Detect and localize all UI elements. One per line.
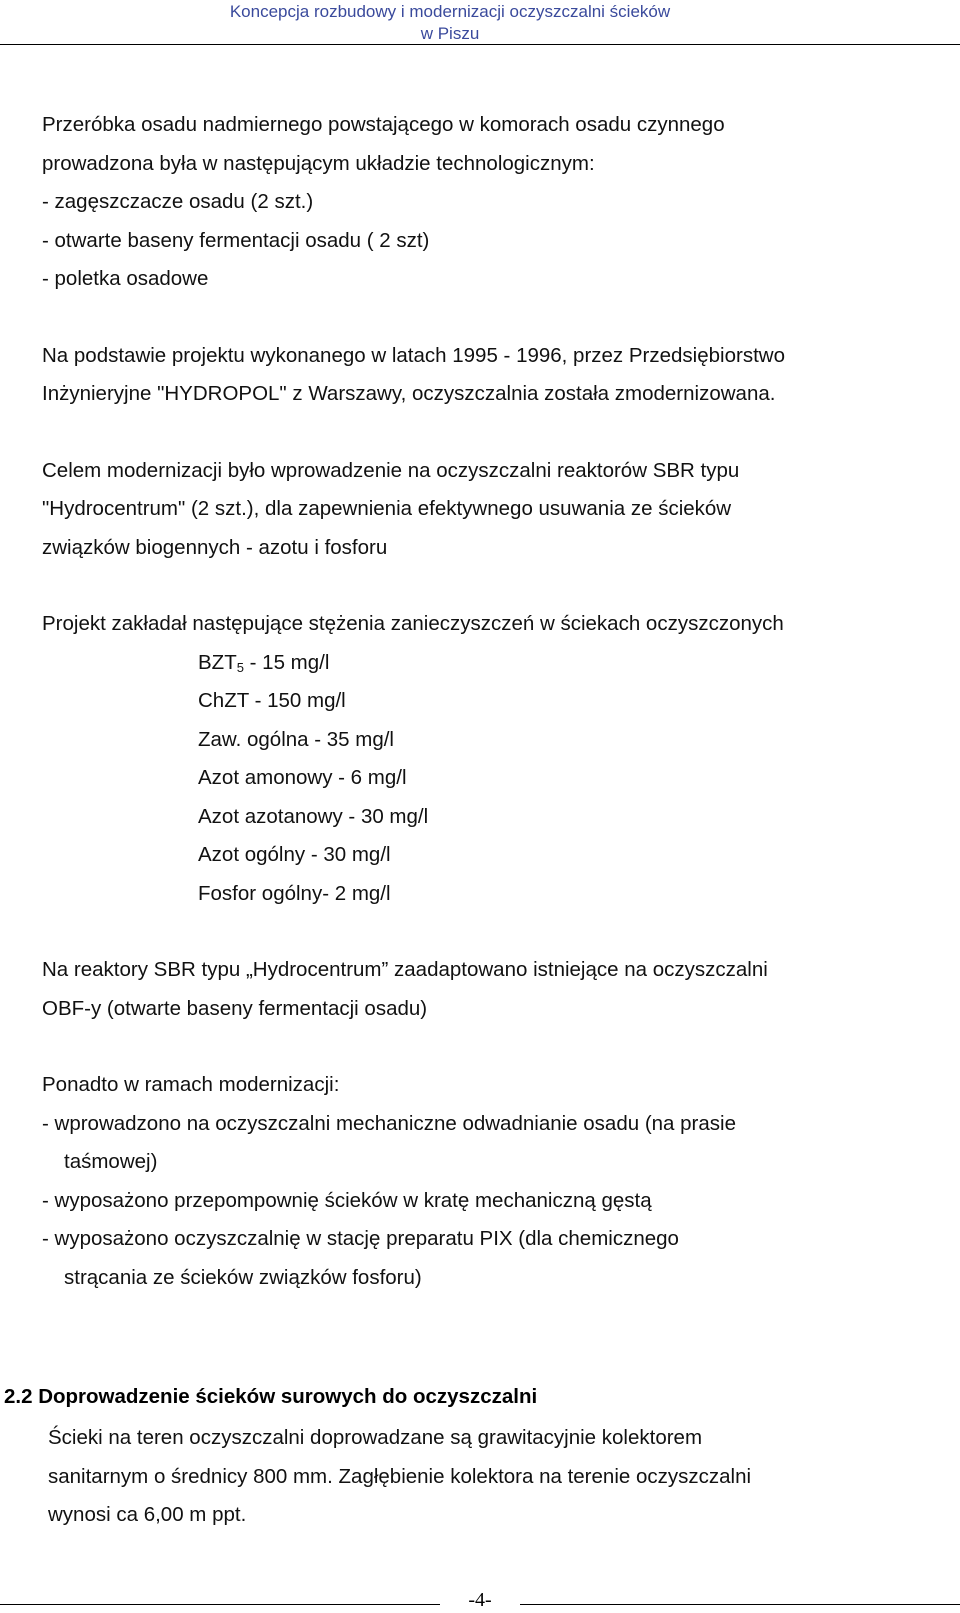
section-body	[48, 1419, 928, 1535]
bzt-value: - 15 mg/l	[243, 650, 330, 674]
paragraph-additional-modernization	[42, 1066, 922, 1297]
bzt-label: BZT	[198, 650, 237, 674]
list-item-continuation: strącania ze ścieków związków fosforu)	[64, 1265, 422, 1289]
text-line: sanitarnym o średnicy 800 mm. Zagłębienie kolektora na terenie oczyszczalni	[48, 1464, 752, 1488]
concentration-item: Azot ogólny - 30 mg/l	[198, 843, 391, 866]
section-heading: 2.2 Doprowadzenie ścieków surowych do oczyszczalni	[4, 1385, 538, 1408]
text-line: prowadzona była w następującym układzie technologicznym:	[42, 151, 595, 175]
paragraph-modernization-goal	[42, 452, 922, 568]
text-line: Inżynieryjne "HYDROPOL" z Warszawy, oczyszczalnia została zmodernizowana.	[42, 382, 776, 405]
text-line: Na reaktory SBR typu „Hydrocentrum” zaadaptowano istniejące na oczyszczalni	[42, 958, 768, 981]
header-rule	[0, 44, 960, 45]
concentration-item: Zaw. ogólna - 35 mg/l	[198, 727, 394, 751]
paragraph-gap	[42, 567, 922, 605]
paragraph-gap	[42, 1028, 922, 1066]
text-line: wynosi ca 6,00 m ppt.	[48, 1503, 247, 1526]
list-item: - poletka osadowe	[42, 267, 209, 290]
concentration-item: Azot amonowy - 6 mg/l	[198, 766, 407, 789]
paragraph-gap	[42, 913, 922, 951]
paragraph-project	[42, 337, 922, 414]
text-line: związków biogennych - azotu i fosforu	[42, 535, 388, 559]
text-line: Na podstawie projektu wykonanego w latach 1995 - 1996, przez Przedsiębiorstwo	[42, 343, 785, 367]
list-item-continuation: taśmowej)	[64, 1150, 158, 1173]
text-line: Projekt zakładał następujące stężenia zanieczyszczeń w ściekach oczyszczonych	[42, 612, 784, 635]
text-line: Celem modernizacji było wprowadzenie na oczyszczalni reaktorów SBR typu	[42, 458, 740, 482]
text-line: OBF-y (otwarte baseny fermentacji osadu)	[42, 996, 428, 1020]
concentration-bzt5	[42, 644, 922, 683]
list-item: - otwarte baseny fermentacji osadu ( 2 szt)	[42, 228, 430, 252]
header-title: Koncepcja rozbudowy i modernizacji oczyszczalni ścieków	[229, 2, 671, 21]
paragraph-sbr-reactors	[42, 951, 922, 1028]
concentration-item: Fosfor ogólny- 2 mg/l	[198, 881, 391, 905]
text-line: Ścieki na teren oczyszczalni doprowadzane są grawitacyjnie kolektorem	[48, 1426, 703, 1449]
paragraph-gap	[42, 299, 922, 337]
paragraph-concentrations	[42, 605, 922, 913]
list-item: - zagęszczacze osadu (2 szt.)	[42, 190, 314, 213]
paragraph-gap	[42, 414, 922, 452]
concentration-item: Azot azotanowy - 30 mg/l	[198, 804, 429, 828]
text-line: Przeróbka osadu nadmiernego powstającego w komorach osadu czynnego	[42, 113, 725, 136]
list-item: - wyposażono oczyszczalnię w stację preparatu PIX (dla chemicznego	[42, 1227, 679, 1250]
running-header	[0, 0, 900, 45]
header-location: w Piszu	[420, 24, 480, 43]
list-item: - wyposażono przepompownię ścieków w kratę mechaniczną gęstą	[42, 1188, 652, 1212]
text-line: Ponadto w ramach modernizacji:	[42, 1073, 340, 1096]
paragraph-sludge-processing	[42, 106, 922, 299]
body-text	[42, 106, 922, 1297]
page-number: -4-	[440, 1588, 520, 1612]
concentration-item: ChZT - 150 mg/l	[198, 689, 346, 712]
text-line: "Hydrocentrum" (2 szt.), dla zapewnienia efektywnego usuwania ze ścieków	[42, 497, 732, 520]
list-item: - wprowadzono na oczyszczalni mechaniczne odwadnianie osadu (na prasie	[42, 1111, 736, 1135]
bzt-subscript: 5	[236, 659, 244, 675]
